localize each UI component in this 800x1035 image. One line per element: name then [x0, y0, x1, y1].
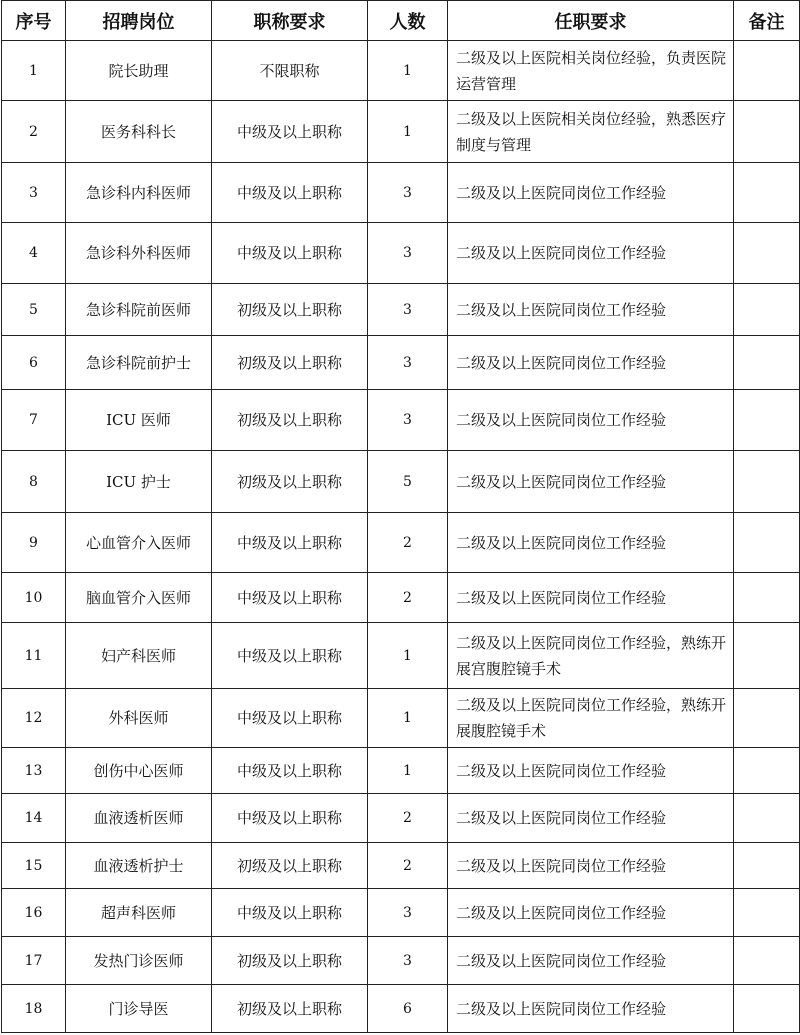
cell-requirement: 二级及以上医院同岗位工作经验 [448, 390, 734, 451]
cell-count: 6 [368, 985, 448, 1033]
cell-position: 妇产科医师 [66, 623, 212, 689]
table-row [2, 163, 800, 223]
cell-requirement: 二级及以上医院同岗位工作经验 [448, 284, 734, 336]
cell-title: 中级及以上职称 [212, 794, 368, 843]
cell-note [734, 513, 800, 573]
table-row [2, 623, 800, 689]
cell-note [734, 284, 800, 336]
cell-title: 初级及以上职称 [212, 843, 368, 889]
cell-title: 中级及以上职称 [212, 573, 368, 623]
header-count: 人数 [368, 1, 448, 41]
cell-note [734, 843, 800, 889]
cell-position: 急诊科院前护士 [66, 336, 212, 390]
cell-requirement: 二级及以上医院相关岗位经验，负责医院运营管理 [448, 41, 734, 101]
cell-title: 中级及以上职称 [212, 689, 368, 748]
cell-position: 发热门诊医师 [66, 937, 212, 985]
cell-position: 脑血管介入医师 [66, 573, 212, 623]
cell-no: 14 [2, 794, 66, 843]
header-note: 备注 [734, 1, 800, 41]
cell-note [734, 794, 800, 843]
cell-no: 3 [2, 163, 66, 223]
cell-count: 2 [368, 573, 448, 623]
cell-title: 不限职称 [212, 41, 368, 101]
table-row [2, 41, 800, 101]
table-row [2, 284, 800, 336]
cell-no: 1 [2, 41, 66, 101]
cell-note [734, 689, 800, 748]
cell-no: 16 [2, 889, 66, 937]
cell-position: 外科医师 [66, 689, 212, 748]
cell-requirement: 二级及以上医院同岗位工作经验 [448, 513, 734, 573]
table-row [2, 451, 800, 513]
cell-count: 3 [368, 336, 448, 390]
table-row [2, 223, 800, 284]
cell-no: 2 [2, 101, 66, 163]
cell-title: 初级及以上职称 [212, 937, 368, 985]
table-row [2, 748, 800, 794]
cell-no: 10 [2, 573, 66, 623]
cell-count: 2 [368, 513, 448, 573]
table-row [2, 390, 800, 451]
cell-count: 2 [368, 843, 448, 889]
cell-position: 门诊导医 [66, 985, 212, 1033]
cell-position: 超声科医师 [66, 889, 212, 937]
cell-title: 中级及以上职称 [212, 889, 368, 937]
cell-requirement: 二级及以上医院同岗位工作经验，熟练开展宫腹腔镜手术 [448, 623, 734, 689]
table-row [2, 689, 800, 748]
cell-note [734, 101, 800, 163]
table-row [2, 336, 800, 390]
cell-title: 初级及以上职称 [212, 336, 368, 390]
cell-no: 6 [2, 336, 66, 390]
cell-count: 1 [368, 101, 448, 163]
cell-no: 4 [2, 223, 66, 284]
header-no: 序号 [2, 1, 66, 41]
cell-title: 中级及以上职称 [212, 223, 368, 284]
cell-position: 医务科科长 [66, 101, 212, 163]
cell-no: 13 [2, 748, 66, 794]
cell-position: 院长助理 [66, 41, 212, 101]
cell-title: 初级及以上职称 [212, 284, 368, 336]
cell-position: 心血管介入医师 [66, 513, 212, 573]
cell-title: 中级及以上职称 [212, 163, 368, 223]
cell-no: 11 [2, 623, 66, 689]
cell-requirement: 二级及以上医院相关岗位经验，熟悉医疗制度与管理 [448, 101, 734, 163]
cell-position: 急诊科院前医师 [66, 284, 212, 336]
cell-count: 3 [368, 284, 448, 336]
cell-count: 2 [368, 794, 448, 843]
recruitment-table [1, 0, 800, 1033]
cell-requirement: 二级及以上医院同岗位工作经验 [448, 223, 734, 284]
table-row [2, 843, 800, 889]
table-header [2, 1, 800, 41]
cell-position: 急诊科外科医师 [66, 223, 212, 284]
cell-position: 急诊科内科医师 [66, 163, 212, 223]
cell-count: 3 [368, 390, 448, 451]
cell-no: 7 [2, 390, 66, 451]
cell-position: 血液透析医师 [66, 794, 212, 843]
cell-count: 5 [368, 451, 448, 513]
cell-note [734, 623, 800, 689]
table-row [2, 513, 800, 573]
cell-count: 3 [368, 889, 448, 937]
cell-note [734, 748, 800, 794]
cell-no: 12 [2, 689, 66, 748]
cell-note [734, 336, 800, 390]
cell-title: 初级及以上职称 [212, 985, 368, 1033]
cell-note [734, 985, 800, 1033]
cell-title: 中级及以上职称 [212, 513, 368, 573]
cell-position: ICU 医师 [66, 390, 212, 451]
cell-count: 1 [368, 689, 448, 748]
cell-title: 中级及以上职称 [212, 748, 368, 794]
table-row [2, 794, 800, 843]
cell-note [734, 937, 800, 985]
cell-title: 初级及以上职称 [212, 390, 368, 451]
cell-note [734, 163, 800, 223]
cell-count: 3 [368, 937, 448, 985]
cell-no: 17 [2, 937, 66, 985]
table-row [2, 985, 800, 1033]
cell-count: 1 [368, 748, 448, 794]
cell-requirement: 二级及以上医院同岗位工作经验 [448, 573, 734, 623]
cell-requirement: 二级及以上医院同岗位工作经验 [448, 794, 734, 843]
header-row [2, 1, 800, 41]
cell-note [734, 223, 800, 284]
cell-note [734, 573, 800, 623]
cell-note [734, 889, 800, 937]
cell-requirement: 二级及以上医院同岗位工作经验 [448, 843, 734, 889]
cell-count: 3 [368, 163, 448, 223]
cell-title: 中级及以上职称 [212, 101, 368, 163]
cell-requirement: 二级及以上医院同岗位工作经验，熟练开展腹腔镜手术 [448, 689, 734, 748]
cell-note [734, 41, 800, 101]
header-requirement: 任职要求 [448, 1, 734, 41]
cell-requirement: 二级及以上医院同岗位工作经验 [448, 451, 734, 513]
cell-requirement: 二级及以上医院同岗位工作经验 [448, 336, 734, 390]
cell-count: 1 [368, 623, 448, 689]
table-row [2, 573, 800, 623]
cell-requirement: 二级及以上医院同岗位工作经验 [448, 985, 734, 1033]
cell-count: 1 [368, 41, 448, 101]
table-row [2, 937, 800, 985]
cell-no: 5 [2, 284, 66, 336]
cell-title: 中级及以上职称 [212, 623, 368, 689]
cell-no: 18 [2, 985, 66, 1033]
cell-count: 3 [368, 223, 448, 284]
cell-no: 15 [2, 843, 66, 889]
cell-title: 初级及以上职称 [212, 451, 368, 513]
header-title: 职称要求 [212, 1, 368, 41]
table-body [2, 41, 800, 1033]
cell-position: 血液透析护士 [66, 843, 212, 889]
cell-note [734, 451, 800, 513]
cell-requirement: 二级及以上医院同岗位工作经验 [448, 937, 734, 985]
header-position: 招聘岗位 [66, 1, 212, 41]
cell-requirement: 二级及以上医院同岗位工作经验 [448, 748, 734, 794]
table-row [2, 889, 800, 937]
cell-requirement: 二级及以上医院同岗位工作经验 [448, 163, 734, 223]
table-row [2, 101, 800, 163]
cell-position: 创伤中心医师 [66, 748, 212, 794]
cell-position: ICU 护士 [66, 451, 212, 513]
cell-requirement: 二级及以上医院同岗位工作经验 [448, 889, 734, 937]
cell-no: 9 [2, 513, 66, 573]
cell-note [734, 390, 800, 451]
cell-no: 8 [2, 451, 66, 513]
